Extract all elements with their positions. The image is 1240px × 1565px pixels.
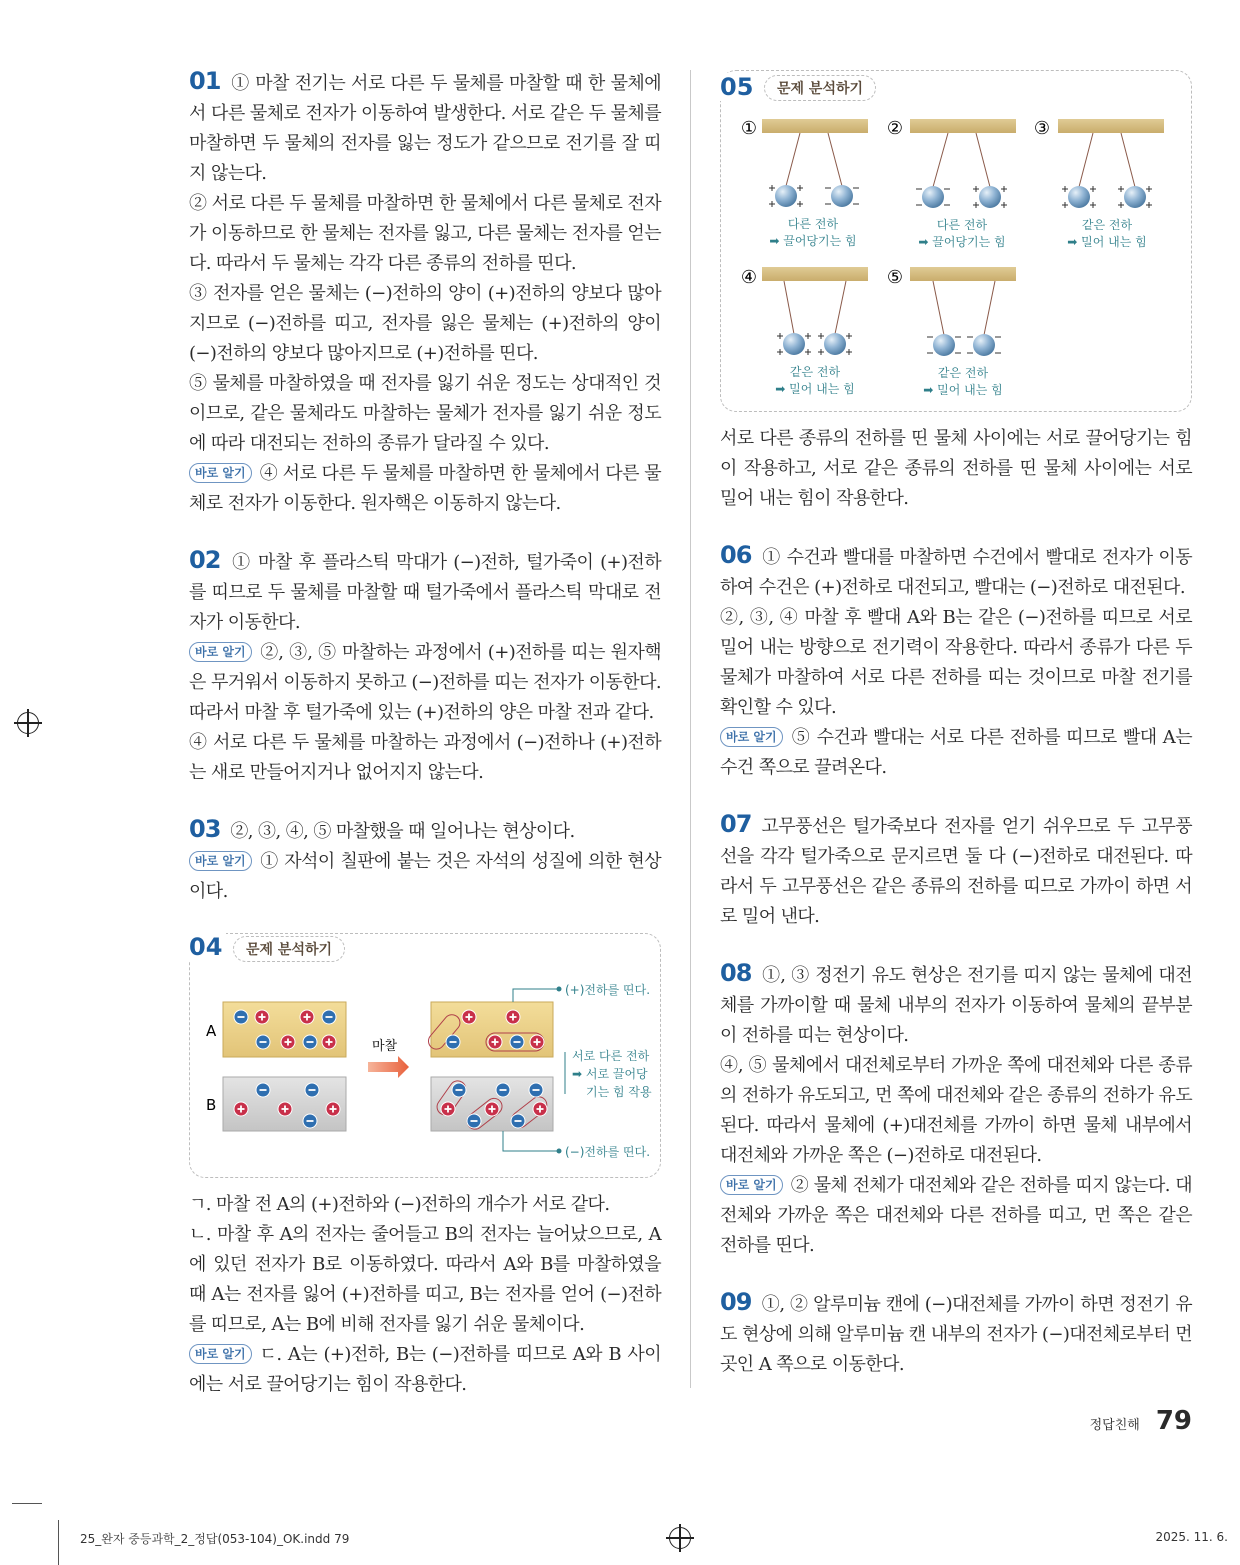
charged-ball-icon <box>775 185 797 207</box>
explanation: ①, ③ 정전기 유도 현상은 전기를 띠지 않는 물체에 대전체를 가까이할 때 물체 내부의 전자가 이동하여 물체의 끝부분이 전하를 띠는 현상이다. <box>720 965 1192 1046</box>
answer-01 <box>189 66 661 519</box>
force-result-label: ➡ 밀어 내는 힘 <box>775 382 855 396</box>
correction-text: ⑤ 수건과 빨대는 서로 다른 전하를 띠므로 빨대 A는 수건 쪽으로 끌려온다. <box>720 727 1192 778</box>
explanation: ④, ⑤ 물체에서 대전체로부터 가까운 쪽에 대전체와 다른 종류의 전하가 유도되고, 먼 쪽에 대전체와 같은 종류의 전하가 유도된다. 따라서 물체에 (+)대전체를 가까이 하면 물체 내부에서 대전체와 가까운 쪽은 (−)전하로 대전된다. <box>720 1055 1192 1166</box>
plus-charge-note: (+)전하를 띤다. <box>565 983 651 997</box>
answer-09 <box>720 1287 1192 1380</box>
item-number: 05 <box>720 73 757 101</box>
leader-line <box>513 989 558 1002</box>
correction-badge: 바로 알기 <box>189 642 252 662</box>
force-type-label: 다른 전하 <box>787 217 839 231</box>
explanation: ① 수건과 빨대를 마찰하면 수건에서 빨대로 전자가 이동하여 수건은 (+)전하로 대전되고, 빨대는 (−)전하로 대전된다. <box>720 547 1192 598</box>
correction-badge: 바로 알기 <box>720 1175 783 1195</box>
charged-ball-icon <box>1124 186 1146 208</box>
case-number: ④ <box>740 267 758 288</box>
correction-badge: 바로 알기 <box>720 727 783 747</box>
string <box>784 281 794 334</box>
string <box>984 281 995 335</box>
correction-text: ④ 서로 다른 두 물체를 마찰하면 한 물체에서 다른 물체로 전자가 이동한다. 원자핵은 이동하지 않는다. <box>189 463 661 514</box>
right-column <box>720 70 1192 1436</box>
answer-05-text <box>720 424 1192 514</box>
answer-03 <box>189 814 661 907</box>
pendulum-diagram <box>710 60 1200 412</box>
string <box>933 281 944 335</box>
force-type-label: 같은 전하 <box>937 366 989 380</box>
registration-mark-icon <box>669 1527 691 1549</box>
crop-mark <box>12 1503 42 1504</box>
analysis-tag: 문제 분석하기 <box>764 75 876 101</box>
string <box>1121 133 1135 187</box>
string <box>976 133 990 187</box>
answer-08 <box>720 958 1192 1261</box>
footer-date: 2025. 11. 6. <box>1155 1530 1228 1544</box>
explanation: ③ 전자를 얻은 물체는 (−)전하의 양이 (+)전하의 양보다 많아지므로 (−)전하를 띠고, 전자를 잃은 물체는 (+)전하의 양이 (−)전하의 양보다 많아지므로 (+)전하를 띤다. <box>189 283 661 364</box>
correction-badge: 바로 알기 <box>189 1344 252 1364</box>
force-type-label: 다른 전하 <box>936 218 988 232</box>
page-number-area <box>720 1406 1192 1436</box>
leader-dot <box>557 1149 562 1154</box>
item-number: 04 <box>189 933 226 961</box>
case-number: ③ <box>1033 118 1051 139</box>
case-number: ⑤ <box>886 267 904 288</box>
charged-ball-icon <box>1068 186 1090 208</box>
string <box>835 281 846 334</box>
registration-mark-icon <box>17 712 39 734</box>
string <box>786 133 800 186</box>
force-type-label: 같은 전하 <box>789 365 841 379</box>
item-number: 07 <box>720 810 752 838</box>
explanation: ⑤ 물체를 마찰하였을 때 전자를 잃기 쉬운 정도는 상대적인 것이므로, 같은 물체라도 마찰하는 물체가 전자를 잃기 쉬운 정도에 따라 대전되는 전하의 종류가 달라질 수 있다. <box>189 373 661 454</box>
item-number: 01 <box>189 67 221 95</box>
minus-charge-note: (−)전하를 띤다. <box>565 1145 651 1159</box>
analysis-tag: 문제 분석하기 <box>233 936 345 962</box>
item-number: 06 <box>720 541 752 569</box>
force-note-line: ➡ 서로 끌어당 <box>572 1067 648 1081</box>
charged-ball-icon <box>973 334 995 356</box>
explanation: 고무풍선은 털가죽보다 전자를 얻기 쉬우므로 두 고무풍선을 각각 털가죽으로 문지르면 둘 다 (−)전하로 대전된다. 따라서 두 고무풍선은 같은 종류의 전하를 띠므로 가까이 하면 서로 밀어 낸다. <box>720 816 1192 927</box>
label-b: B <box>206 1096 217 1114</box>
support-bar <box>910 119 1016 133</box>
charged-ball-icon <box>933 334 955 356</box>
charge-transfer-diagram <box>180 928 670 1178</box>
string <box>933 133 948 187</box>
label-a: A <box>206 1022 217 1040</box>
support-bar <box>1058 119 1164 133</box>
force-result-label: ➡ 밀어 내는 힘 <box>923 383 1003 397</box>
explanation: ② 서로 다른 두 물체를 마찰하면 한 물체에서 다른 물체로 전자가 이동하므로 한 물체는 전자를 잃고, 다른 물체는 전자를 얻는다. 따라서 두 물체는 각각 다른 종류의 전하를 띤다. <box>189 193 661 274</box>
item-number: 03 <box>189 815 221 843</box>
string <box>828 133 842 186</box>
explanation: ④ 서로 다른 두 물체를 마찰하는 과정에서 (−)전하나 (+)전하는 새로 만들어지거나 없어지지 않는다. <box>189 732 661 783</box>
footer-filename: 25_완자 중등과학_2_정답(053-104)_OK.indd 79 <box>80 1532 350 1546</box>
answer-04-text <box>189 1190 661 1400</box>
answer-06 <box>720 540 1192 783</box>
correction-badge: 바로 알기 <box>189 851 252 871</box>
crop-mark <box>58 1520 59 1565</box>
column-divider <box>690 70 691 1388</box>
explanation: ㄴ. 마찰 후 A의 전자는 줄어들고 B의 전자는 늘어났으므로, A에 있던 전자가 B로 이동하였다. 따라서 A와 B를 마찰하였을 때 A는 전자를 잃어 (+)전하를 띠고, B는 전자를 얻어 (−)전하를 띠므로, A는 B에 비해 전자를 잃기 쉬운 물체이다. <box>189 1224 661 1335</box>
item-number: 02 <box>189 546 221 574</box>
analysis-box-05 <box>720 70 1192 412</box>
section-label: 정답친해 <box>1089 1418 1140 1433</box>
explanation: ②, ③, ④, ⑤ 마찰했을 때 일어나는 현상이다. <box>230 821 575 842</box>
analysis-box-04 <box>189 933 661 1178</box>
force-result-label: ➡ 밀어 내는 힘 <box>1067 235 1147 249</box>
right-arrow-icon <box>368 1056 409 1078</box>
correction-text: ②, ③, ⑤ 마찰하는 과정에서 (+)전하를 띠는 원자핵은 무거워서 이동하지 못하고 (−)전하를 띠는 전자가 이동한다. 따라서 마찰 후 털가죽에 있는 (+)전하의 양은 마찰 전과 같다. <box>189 642 661 723</box>
charged-ball-icon <box>824 333 846 355</box>
page-number: 79 <box>1155 1406 1192 1436</box>
left-column <box>189 66 661 1426</box>
answer-07 <box>720 809 1192 932</box>
support-bar <box>762 119 868 133</box>
explanation: ㄱ. 마찰 전 A의 (+)전하와 (−)전하의 개수가 서로 같다. <box>189 1194 610 1215</box>
explanation: ②, ③, ④ 마찰 후 빨대 A와 B는 같은 (−)전하를 띠므로 서로 밀어 내는 방향으로 전기력이 작용한다. 따라서 종류가 다른 두 물체가 마찰하여 서로 다른 전하를 띠는 것이므로 마찰 전기를 확인할 수 있다. <box>720 607 1192 718</box>
force-note-line: 서로 다른 전하 <box>572 1049 650 1063</box>
charged-ball-icon <box>979 186 1001 208</box>
explanation: ① 마찰 후 플라스틱 막대가 (−)전하, 털가죽이 (+)전하를 띠므로 두 물체를 마찰할 때 털가죽에서 플라스틱 막대로 전자가 이동한다. <box>189 552 661 633</box>
string <box>1079 133 1093 187</box>
leader-line <box>503 1131 558 1151</box>
correction-badge: 바로 알기 <box>189 463 252 483</box>
case-number: ① <box>740 118 758 139</box>
arrow-label: 마찰 <box>372 1039 398 1054</box>
charged-ball-icon <box>783 333 805 355</box>
force-note-line: 기는 힘 작용 <box>586 1085 652 1099</box>
support-bar <box>762 267 868 281</box>
charged-ball-icon <box>922 186 944 208</box>
item-number: 08 <box>720 959 752 987</box>
answer-02 <box>189 545 661 788</box>
explanation: 서로 다른 종류의 전하를 띤 물체 사이에는 서로 끌어당기는 힘이 작용하고, 서로 같은 종류의 전하를 띤 물체 사이에는 서로 밀어 내는 힘이 작용한다. <box>720 428 1192 509</box>
force-type-label: 같은 전하 <box>1081 218 1133 232</box>
explanation: ①, ② 알루미늄 캔에 (−)대전체를 가까이 하면 정전기 유도 현상에 의해 알루미늄 캔 내부의 전자가 (−)대전체로부터 먼 곳인 A 쪽으로 이동한다. <box>720 1294 1192 1375</box>
correction-text: ㄷ. A는 (+)전하, B는 (−)전하를 띠므로 A와 B 사이에는 서로 끌어당기는 힘이 작용한다. <box>189 1344 661 1395</box>
correction-text: ② 물체 전체가 대전체와 같은 전하를 띠지 않는다. 대전체와 가까운 쪽은 대전체와 다른 전하를 띠고, 먼 쪽은 같은 전하를 띤다. <box>720 1175 1192 1256</box>
support-bar <box>910 267 1016 281</box>
explanation: ① 마찰 전기는 서로 다른 두 물체를 마찰할 때 한 물체에서 다른 물체로 전자가 이동하여 발생한다. 서로 같은 두 물체를 마찰하면 두 물체의 전자를 잃는 정도가 같으므로 전기를 잘 띠지 않는다. <box>189 73 661 184</box>
correction-text: ① 자석이 칠판에 붙는 것은 자석의 성질에 의한 현상이다. <box>189 851 661 902</box>
leader-dot <box>557 987 562 992</box>
force-result-label: ➡ 끌어당기는 힘 <box>918 235 1006 249</box>
case-number: ② <box>886 118 904 139</box>
force-result-label: ➡ 끌어당기는 힘 <box>769 234 857 248</box>
charged-ball-icon <box>831 185 853 207</box>
item-number: 09 <box>720 1288 752 1316</box>
